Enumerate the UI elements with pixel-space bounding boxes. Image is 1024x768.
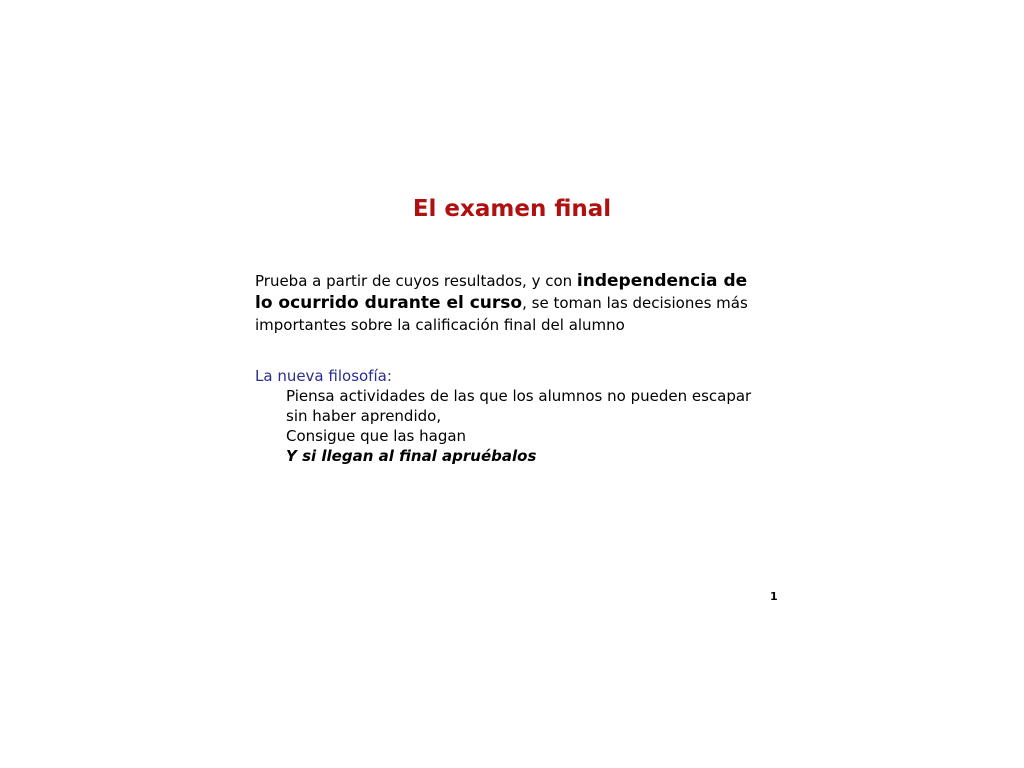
philosophy-section (255, 366, 760, 466)
page-number: 1 (770, 590, 778, 603)
definition-text-end: , se toman las decisiones más importantes sobre la calificación final del alumno (255, 294, 748, 334)
philosophy-item-emphasis: Y si llegan al final apruébalos (286, 447, 537, 465)
definition-paragraph (255, 270, 760, 336)
philosophy-list (255, 386, 760, 466)
slide-title: El examen final (412, 196, 612, 222)
definition-text-start: Prueba a partir de cuyos resultados, y con (255, 272, 577, 290)
philosophy-item: Piensa actividades de las que los alumnos no pueden escapar sin haber aprendido, (286, 387, 752, 425)
philosophy-label: La nueva filosofía: (255, 367, 392, 385)
definition-emphasis: independencia de lo ocurrido durante el curso (255, 271, 748, 313)
philosophy-item: Consigue que las hagan (286, 427, 467, 445)
